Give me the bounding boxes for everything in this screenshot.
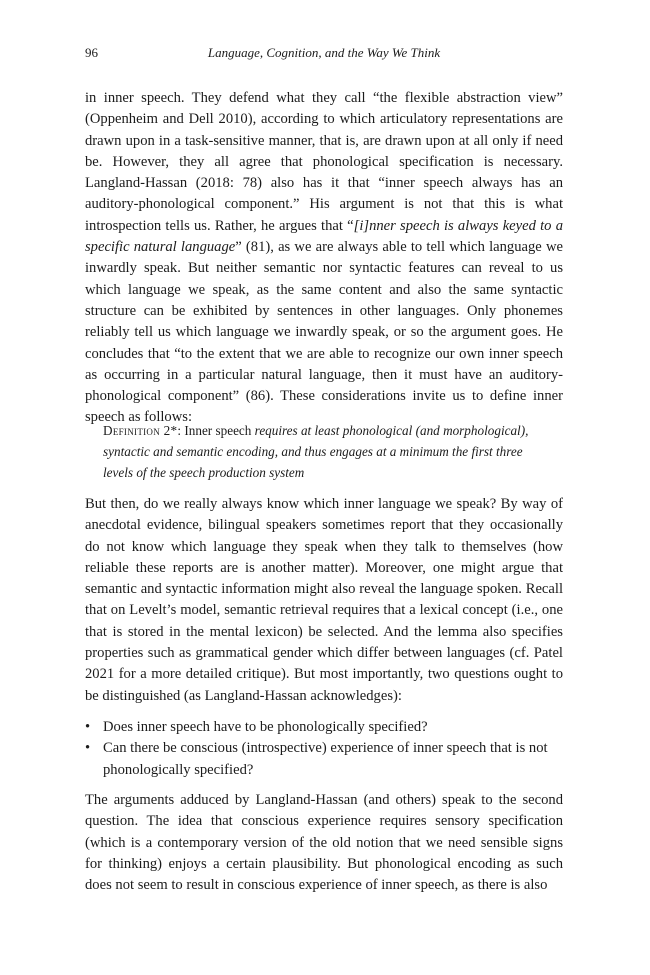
page-number: 96: [85, 45, 98, 60]
running-title: Language, Cognition, and the Way We Think: [207, 45, 441, 60]
question-list: [85, 717, 563, 781]
list-item: [85, 738, 563, 781]
bullet-marker: •: [85, 719, 91, 735]
paragraph-1-quote-italic: [i]nner speech is always keyed to a specific natural language: [85, 217, 564, 256]
definition-block: [103, 420, 545, 483]
running-header: [85, 45, 563, 65]
definition-text: requires at least phonological (and morphological), syntactic and semantic encoding, and thus engages at a minimum the first three levels of the speech production system: [103, 423, 529, 480]
paragraph-2-text: But then, do we really always know which inner language we speak? By way of anecdotal evidence, bilingual speakers sometimes report that they occasionally do not know which language they speak when they talk to themselves (how reliable these reports are is another matter). Moreover, one might argue that semantic and syntactic information might also reveal the language spoken. Recall that on Levelt’s model, semantic retrieval requires that a lexical concept (i.e., one that is stored in the mental lexicon) be selected. And the lemma also specifies properties such as grammatical gender which differ between languages (cf. Patel 2021 for a more detailed critique). But most importantly, two questions ought to be distinguished (as Langland-Hassan acknowledges):: [85, 496, 563, 704]
paragraph-1-text-a: in inner speech. They defend what they call “the flexible abstraction view” (Oppenheim and Dell 2010), according to which articulatory representations are drawn upon in a task-sensitive manner, that is, are drawn upon at all only if need be. However, they all agree that phonological specification is necessary. Langland-Hassan (2018: 78) also has it that “inner speech always has an auditory-phonological component.” His argument is not that this is what introspection tells us. Rather, he argues that “: [85, 90, 563, 234]
paragraph-3: [85, 790, 563, 896]
list-item-text: Can there be conscious (introspective) experience of inner speech that is not phonologically specified?: [103, 740, 548, 778]
list-item-text: Does inner speech have to be phonologically specified?: [103, 719, 428, 735]
paragraph-1: [85, 88, 563, 429]
paragraph-1-text-b: ” (81), as we are always able to tell which language we inwardly speak. But neither semantic nor syntactic features can reveal to us which language we speak, as the same content and also the same syntactic structure can be exhibited by sentences in other languages. Only phonemes reliably tell us which language we inwardly speak, or so the argument goes. He concludes that “to the extent that we are able to recognize our own inner speech as occurring in a particular natural language, then it must have an auditory-phonological component” (86). These considerations invite us to define inner speech as follows:: [85, 239, 563, 426]
definition-lead: : Inner speech: [177, 423, 255, 438]
paragraph-2: [85, 494, 563, 707]
bullet-marker: •: [85, 740, 91, 757]
paragraph-3-text: The arguments adduced by Langland-Hassan (and others) speak to the second question. The idea that conscious experience requires sensory specification (which is a contemporary version of the old notion that we need sensible signs for thinking) enjoys a certain plausibility. But phonological encoding as such does not seem to result in conscious experience of inner speech, as there is also: [85, 792, 563, 894]
list-item: [85, 717, 563, 738]
definition-label: Definition 2*: [103, 423, 178, 438]
